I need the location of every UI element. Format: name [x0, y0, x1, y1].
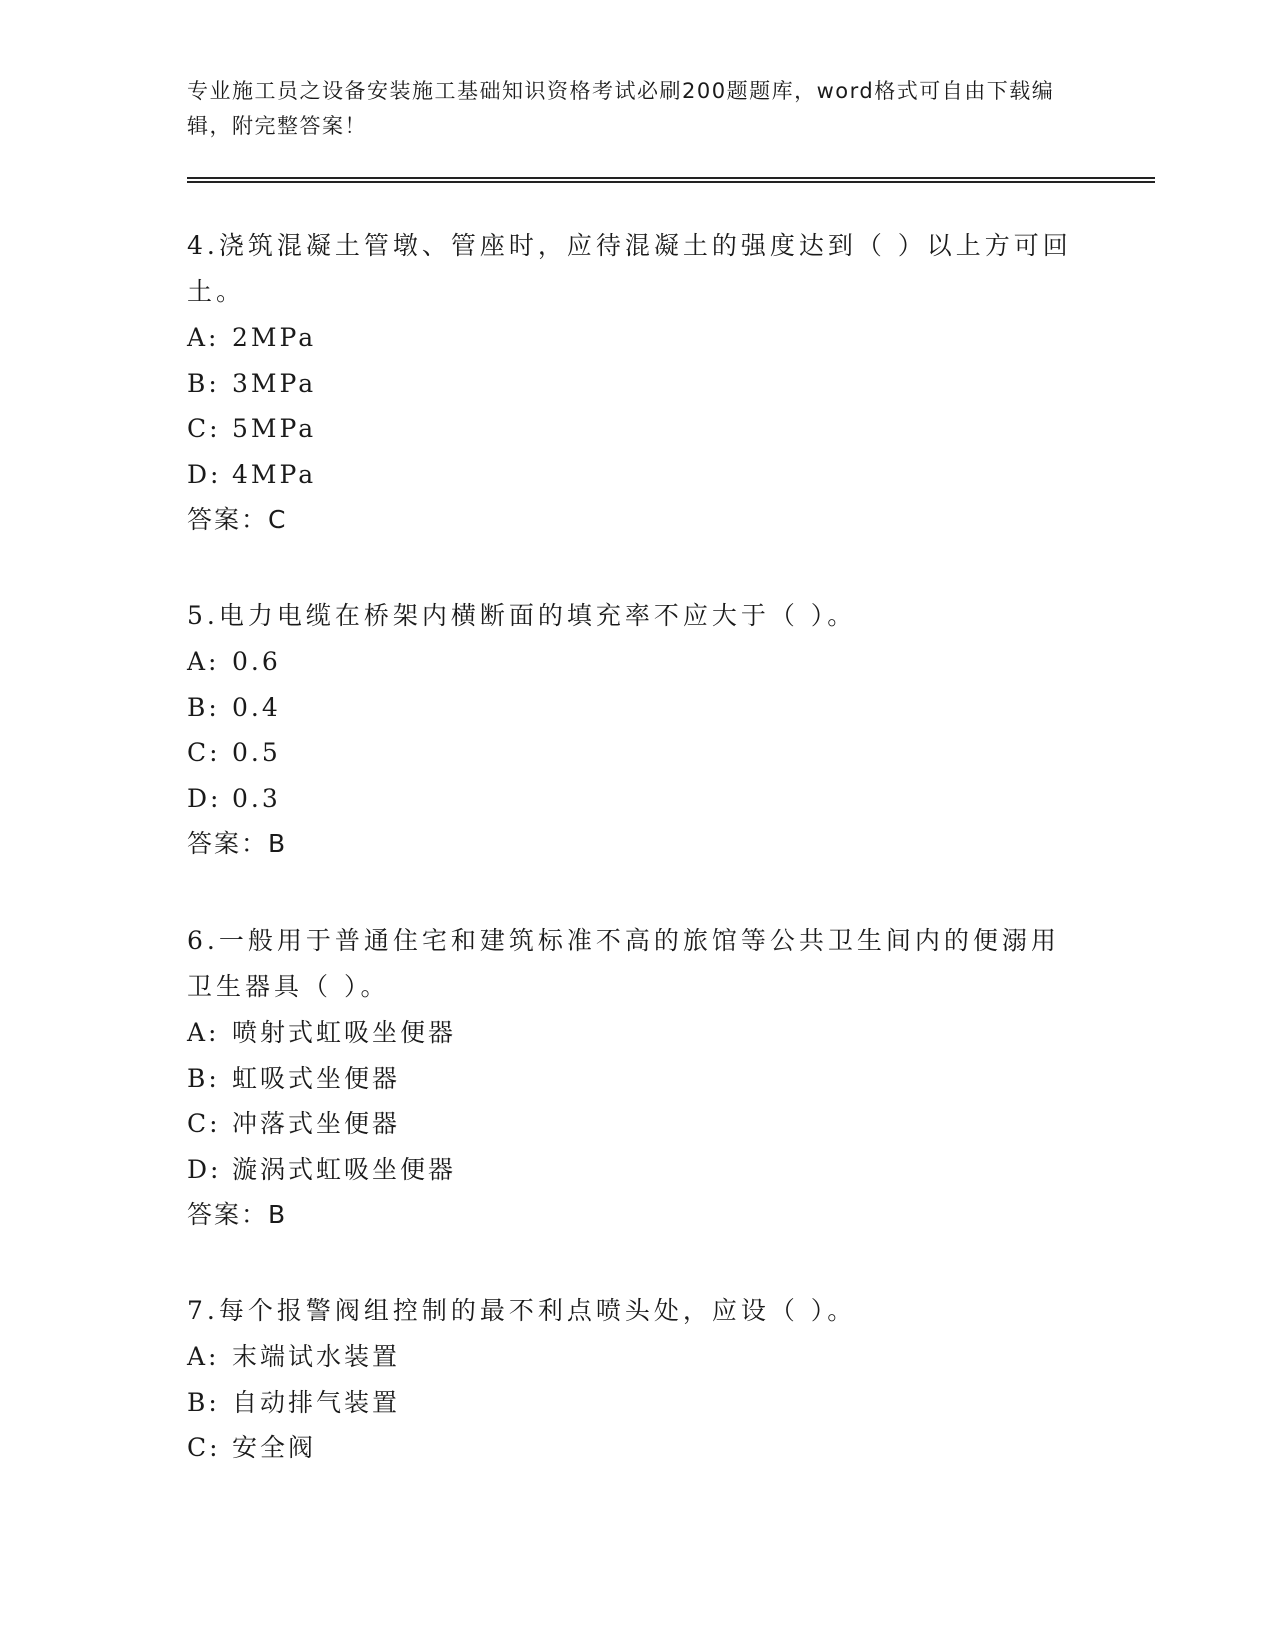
option-d	[187, 1147, 1087, 1193]
header-double-rule	[187, 177, 1155, 183]
option-d	[187, 452, 1087, 498]
option-text: 冲落式坐便器	[232, 1109, 401, 1138]
option-c	[187, 1425, 1087, 1471]
option-b	[187, 1056, 1087, 1102]
option-letter: B:	[187, 1063, 220, 1093]
option-text: 5MPa	[232, 414, 317, 443]
option-text: 自动排气装置	[232, 1387, 401, 1417]
option-letter: A:	[187, 647, 220, 676]
option-a	[187, 1334, 1087, 1380]
option-text: 末端试水装置	[232, 1342, 401, 1371]
option-letter: D:	[187, 783, 222, 813]
option-b	[187, 1380, 1087, 1426]
option-text: 3MPa	[232, 368, 317, 398]
option-b	[187, 361, 1087, 407]
option-letter: B:	[187, 1387, 220, 1417]
option-letter: C:	[187, 1109, 221, 1138]
option-letter: C:	[187, 738, 221, 767]
option-a	[187, 315, 1087, 361]
option-c	[187, 406, 1087, 452]
option-text: 虹吸式坐便器	[232, 1063, 401, 1093]
option-letter: A:	[187, 323, 220, 352]
answer-label: 答案：B	[187, 1200, 288, 1229]
question-stem: 6.一般用于普通住宅和建筑标准不高的旅馆等公共卫生间内的便溺用卫生器具（ ）。	[187, 926, 1060, 1001]
question-6	[187, 918, 1087, 1238]
option-letter: A:	[187, 1342, 220, 1371]
option-letter: D:	[187, 1154, 222, 1184]
option-text: 0.5	[232, 738, 281, 767]
option-letter: B:	[187, 368, 220, 398]
option-d	[187, 776, 1087, 822]
option-text: 喷射式虹吸坐便器	[232, 1018, 457, 1047]
option-letter: A:	[187, 1018, 220, 1047]
option-text: 0.4	[232, 692, 281, 722]
option-text: 2MPa	[232, 323, 317, 352]
option-text: 0.3	[232, 783, 281, 813]
answer-label: 答案：C	[187, 505, 288, 534]
option-letter: D:	[187, 459, 222, 489]
question-7	[187, 1288, 1087, 1471]
option-a	[187, 1010, 1087, 1056]
question-stem: 7.每个报警阀组控制的最不利点喷头处，应设（ ）。	[187, 1296, 857, 1325]
option-text: 漩涡式虹吸坐便器	[232, 1154, 457, 1184]
option-letter: C:	[187, 414, 221, 443]
option-letter: B:	[187, 692, 220, 722]
option-letter: C:	[187, 1433, 221, 1462]
question-4	[187, 223, 1087, 543]
document-header: 专业施工员之设备安装施工基础知识资格考试必刷200题题库，word格式可自由下载编辑，附完整答案！	[187, 79, 1055, 138]
answer-label: 答案：B	[187, 829, 288, 858]
option-c	[187, 1101, 1087, 1147]
question-stem: 5.电力电缆在桥架内横断面的填充率不应大于（ ）。	[187, 601, 857, 630]
question-5	[187, 593, 1087, 867]
option-text: 4MPa	[232, 459, 317, 489]
option-a	[187, 639, 1087, 685]
option-b	[187, 685, 1087, 731]
option-c	[187, 730, 1087, 776]
option-text: 0.6	[232, 647, 281, 676]
option-text: 安全阀	[232, 1433, 317, 1462]
question-stem: 4.浇筑混凝土管墩、管座时，应待混凝土的强度达到（ ）以上方可回土。	[187, 231, 1072, 306]
